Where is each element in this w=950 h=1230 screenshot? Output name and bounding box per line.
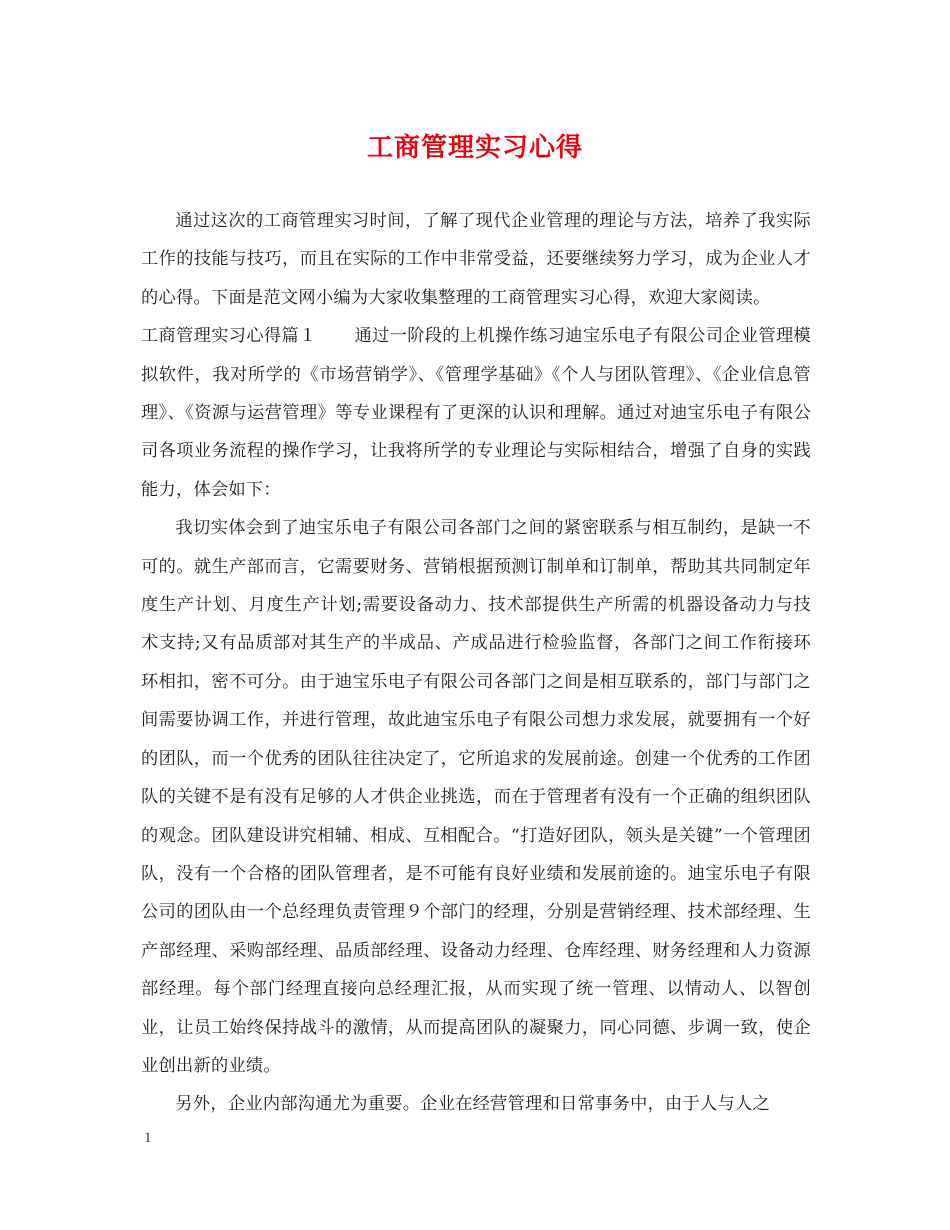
section-first-paragraph: 通过一阶段的上机操作练习迪宝乐电子有限公司企业管理模拟软件，我对所学的《市场营销学》、《管理学基础》《个人与团队管理》、《企业信息管理》、《资源与运营管理》等专业课程有了更深的认识和理解。通过对迪宝乐电子有限公司各项业务流程的操作学习，让我将所学的专业理论与实际相结合，增强了自身的实践能力，体会如下：	[141, 326, 811, 500]
body-paragraph-2: 我切实体会到了迪宝乐电子有限公司各部门之间的紧密联系与相互制约，是缺一不可的。就生产部而言，它需要财务、营销根据预测订制单和订制单，帮助其共同制定年度生产计划、月度生产计划;需要设备动力、技术部提供生产所需的机器设备动力与技术支持;又有品质部对其生产的半成品、产成品进行检验监督，各部门之间工作衔接环环相扣，密不可分。由于迪宝乐电子有限公司各部门之间是相互联系的，部门与部门之间需要协调工作，并进行管理，故此迪宝乐电子有限公司想力求发展，就要拥有一个好的团队，而一个优秀的团队往往决定了，它所追求的发展前途。创建一个优秀的工作团队的关键不是有没有足够的人才供企业挑选，而在于管理者有没有一个正确的组织团队的观念。团队建设讲究相辅、相成、互相配合。“打造好团队，领头是关键”一个管理团队，没有一个合格的团队管理者，是不可能有良好业绩和发展前途的。迪宝乐电子有限公司的团队由一个总经理负责管理９个部门的经理，分别是营销经理、技术部经理、生产部经理、采购部经理、品质部经理、设备动力经理、仓库经理、财务经理和人力资源部经理。每个部门经理直接向总经理汇报，从而实现了统一管理、以情动人、以智创业，让员工始终保持战斗的激情，从而提高团队的凝聚力，同心同德、步调一致，使企业创出新的业绩。	[141, 518, 811, 1076]
intro-paragraph: 通过这次的工商管理实习时间，了解了现代企业管理的理论与方法，培养了我实际工作的技能与技巧，而且在实际的工作中非常受益，还要继续努力学习，成为企业人才的心得。下面是范文网小编为大家收集整理的工商管理实习心得，欢迎大家阅读。	[141, 211, 811, 308]
section-paragraph	[141, 317, 811, 509]
document-body	[141, 202, 811, 1124]
section-label: 工商管理实习心得篇１	[141, 326, 317, 347]
body-paragraph-3: 另外，企业内部沟通尤为重要。企业在经营管理和日常事务中，由于人与人之	[175, 1094, 770, 1115]
document-title: 工商管理实习心得	[366, 133, 583, 163]
page-number: 1	[144, 1130, 152, 1146]
